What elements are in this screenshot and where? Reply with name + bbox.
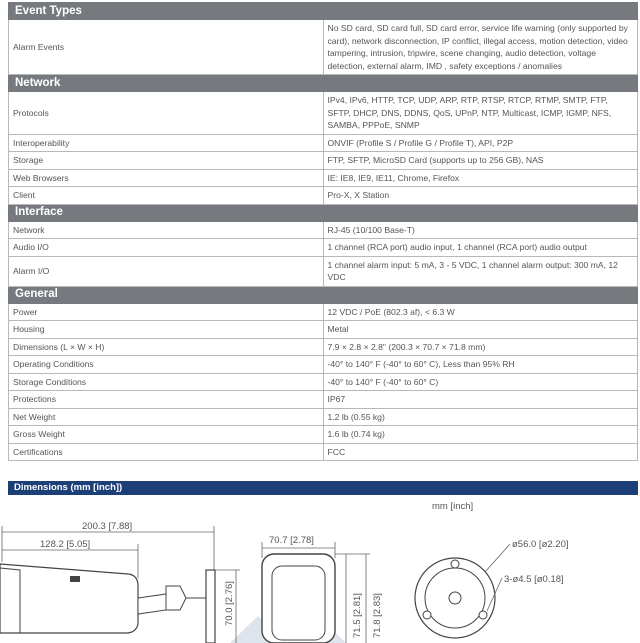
spec-label: Gross Weight (9, 426, 324, 444)
spec-row (9, 256, 638, 286)
section-header (9, 286, 638, 303)
spec-value: -40° to 140° F (-40° to 60° C) (323, 373, 638, 391)
spec-label: Dimensions (L × W × H) (9, 338, 324, 356)
spec-label: Client (9, 187, 324, 205)
section-header (9, 75, 638, 92)
front-width-label: 70.7 [2.78] (269, 535, 314, 546)
camera-arm (138, 594, 166, 614)
spec-value: RJ-45 (10/100 Base-T) (323, 221, 638, 239)
spec-value: 12 VDC / PoE (802.3 af), < 6.3 W (323, 303, 638, 321)
spec-value: Metal (323, 321, 638, 339)
spec-value: 1.6 lb (0.74 kg) (323, 426, 638, 444)
spec-label: Alarm I/O (9, 256, 324, 286)
spec-value: 1 channel (RCA port) audio input, 1 channel (RCA port) audio output (323, 239, 638, 257)
spec-row (9, 391, 638, 409)
screw-holes-label: 3-ø4.5 [ø0.18] (504, 574, 564, 585)
spec-value: No SD card, SD card full, SD card error, service life warning (only supported by card), network disconnection, IP conflict, illegal access, motion detection, video tampering, intrusion, tripwire, scene changing, audio detection, voltage detection, external alarm, IMD , safety exceptions / anomalies (323, 20, 638, 75)
mount-base-side (206, 570, 215, 643)
spec-row (9, 408, 638, 426)
screw-hole (479, 611, 487, 619)
body-length-label: 128.2 [5.05] (40, 539, 91, 550)
spec-row (9, 373, 638, 391)
mount-base-inner (425, 568, 485, 628)
spec-row (9, 152, 638, 170)
spec-row (9, 426, 638, 444)
spec-label: Protocols (9, 92, 324, 135)
section-header (9, 204, 638, 221)
spec-row (9, 338, 638, 356)
spec-row (9, 169, 638, 187)
spec-row (9, 134, 638, 152)
spec-row (9, 321, 638, 339)
spec-row (9, 92, 638, 135)
spec-row (9, 239, 638, 257)
spec-label: Certifications (9, 443, 324, 461)
bracket-height-label: 70.0 [2.76] (224, 581, 235, 626)
section-header (9, 3, 638, 20)
section-title: General (9, 286, 638, 303)
screw-hole (423, 611, 431, 619)
spec-value: 1.2 lb (0.55 kg) (323, 408, 638, 426)
dimensions-heading: Dimensions (mm [inch]) (8, 481, 638, 495)
spec-row (9, 20, 638, 75)
dimension-drawing (0, 498, 640, 643)
spec-label: Operating Conditions (9, 356, 324, 374)
spec-row (9, 187, 638, 205)
spec-value: 1 channel alarm input: 5 mA, 3 - 5 VDC, 1 channel alarm output: 300 mA, 12 VDC (323, 256, 638, 286)
spec-label: Power (9, 303, 324, 321)
camera-side-body (0, 564, 138, 633)
spec-label: Housing (9, 321, 324, 339)
spec-value: FCC (323, 443, 638, 461)
spec-value: -40° to 140° F (-40° to 60° C), Less than 95% RH (323, 356, 638, 374)
camera-joint (166, 586, 186, 610)
spec-row (9, 356, 638, 374)
spec-label: Alarm Events (9, 20, 324, 75)
spec-label: Storage (9, 152, 324, 170)
spec-label: Interoperability (9, 134, 324, 152)
spec-row (9, 221, 638, 239)
camera-detail (70, 576, 80, 582)
front-height-b-label: 71.8 [2.83] (372, 593, 383, 638)
unit-note: mm [inch] (432, 501, 474, 512)
spec-label: Audio I/O (9, 239, 324, 257)
base-diameter-label: ø56.0 [ø2.20] (512, 539, 569, 550)
screw-hole (451, 560, 459, 568)
spec-value: IE: IE8, IE9, IE11, Chrome, Firefox (323, 169, 638, 187)
spec-label: Network (9, 221, 324, 239)
front-height-a-label: 71.5 [2.81] (352, 593, 363, 638)
spec-label: Storage Conditions (9, 373, 324, 391)
spec-value: FTP, SFTP, MicroSD Card (supports up to 256 GB), NAS (323, 152, 638, 170)
spec-label: Net Weight (9, 408, 324, 426)
spec-value: ONVIF (Profile S / Profile G / Profile T), API, P2P (323, 134, 638, 152)
section-title: Event Types (9, 3, 638, 20)
spec-value: 7.9 × 2.8 × 2.8" (200.3 × 70.7 × 71.8 mm) (323, 338, 638, 356)
camera-front-lens-window (272, 566, 325, 640)
spec-label: Protections (9, 391, 324, 409)
total-length-label: 200.3 [7.88] (82, 521, 133, 532)
spec-label: Web Browsers (9, 169, 324, 187)
spec-value: IPv4, IPv6, HTTP, TCP, UDP, ARP, RTP, RTSP, RTCP, RTMP, SMTP, FTP, SFTP, DHCP, DNS, DDNS, QoS, UPnP, NTP, Multicast, ICMP, IGMP, NFS, SAMBA, PPPoE, SNMP (323, 92, 638, 135)
section-title: Interface (9, 204, 638, 221)
leader-line (485, 544, 510, 572)
section-title: Network (9, 75, 638, 92)
spec-row (9, 443, 638, 461)
spec-table (8, 2, 638, 461)
spec-value: IP67 (323, 391, 638, 409)
spec-value: Pro-X, X Station (323, 187, 638, 205)
spec-row (9, 303, 638, 321)
